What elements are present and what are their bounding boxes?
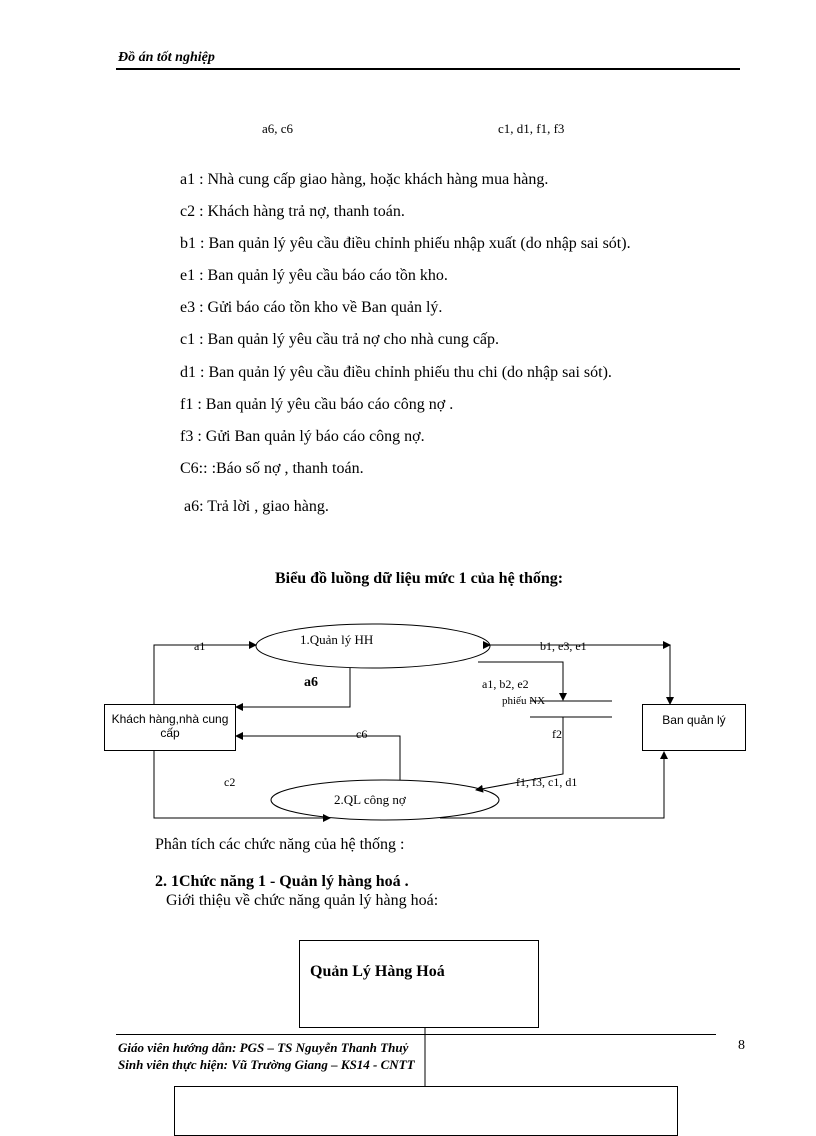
label-a1-b2-e2: a1, b2, e2 — [482, 677, 529, 691]
flow-a6 — [236, 668, 350, 707]
function-box-quan-ly-hang-hoa — [299, 940, 539, 1028]
legend-line-c1: c1 : Ban quản lý yêu cầu trả nợ cho nhà cung cấp. — [180, 331, 500, 348]
entity-management-label: Ban quản lý — [662, 713, 726, 727]
process-1-label: 1.Quản lý HH — [300, 632, 374, 647]
label-a6: a6 — [304, 675, 318, 690]
label-f2: f2 — [552, 727, 562, 741]
page-header-title: Đồ án tốt nghiệp — [118, 50, 215, 65]
legend-line-b1: b1 : Ban quản lý yêu cầu điều chỉnh phiếu nhập xuất (do nhập sai sót). — [180, 235, 631, 252]
process-2-label: 2.QL công nợ — [334, 792, 406, 807]
footer-teacher: Giáo viên hướng dẫn: PGS – TS Nguyễn Thanh Thuỷ — [118, 1040, 409, 1055]
child-function-box — [174, 1086, 678, 1136]
flow-a1 — [154, 645, 256, 706]
label-c6: c6 — [356, 727, 368, 741]
label-phieu-nx: phiếu NX — [502, 695, 546, 707]
section-subheading: Giới thiệu về chức năng quản lý hàng hoá: — [166, 892, 439, 909]
footer-student: Sinh viên thực hiện: Vũ Trường Giang – KS14 - CNTT — [118, 1057, 415, 1072]
footer-rule — [116, 1034, 716, 1035]
label-c2: c2 — [224, 775, 236, 789]
flow-c2 — [154, 750, 330, 818]
section-heading: 2. 1Chức năng 1 - Quản lý hàng hoá . — [155, 873, 409, 890]
flow-c6 — [236, 736, 400, 780]
function-box-title: Quản Lý Hàng Hoá — [310, 963, 445, 980]
label-a1: a1 — [194, 639, 206, 653]
entity-customer-supplier-label: Khách hàng,nhà cung cấp — [111, 712, 229, 740]
section-intro: Phân tích các chức năng của hệ thống : — [155, 836, 405, 853]
legend-line-a6: a6: Trả lời , giao hàng. — [184, 498, 329, 515]
legend-line-c2: c2 : Khách hàng trả nợ, thanh toán. — [180, 203, 405, 220]
legend-line-a1: a1 : Nhà cung cấp giao hàng, hoặc khách hàng mua hàng. — [180, 171, 549, 188]
diagram-title: Biểu đồ luồng dữ liệu mức 1 của hệ thống: — [275, 570, 564, 587]
legend-line-c6: C6:: :Báo số nợ , thanh toán. — [180, 460, 364, 477]
legend-line-e1: e1 : Ban quản lý yêu cầu báo cáo tồn kho. — [180, 267, 448, 284]
legend-line-e3: e3 : Gửi báo cáo tồn kho về Ban quản lý. — [180, 299, 443, 316]
entity-customer-supplier — [104, 704, 236, 751]
top-label-right: c1, d1, f1, f3 — [498, 121, 565, 136]
entity-management — [642, 704, 746, 751]
legend-line-f3: f3 : Gửi Ban quản lý báo cáo công nợ. — [180, 428, 425, 445]
legend-line-f1: f1 : Ban quản lý yêu cầu báo cáo công nợ . — [180, 396, 454, 413]
label-f1-f3-c1-d1: f1, f3, c1, d1 — [516, 775, 578, 789]
label-b1-e3-e1: b1, e3, e1 — [540, 639, 587, 653]
top-label-left: a6, c6 — [262, 121, 294, 136]
page-number: 8 — [738, 1038, 745, 1053]
legend-line-d1: d1 : Ban quản lý yêu cầu điều chỉnh phiếu thu chi (do nhập sai sót). — [180, 364, 612, 381]
